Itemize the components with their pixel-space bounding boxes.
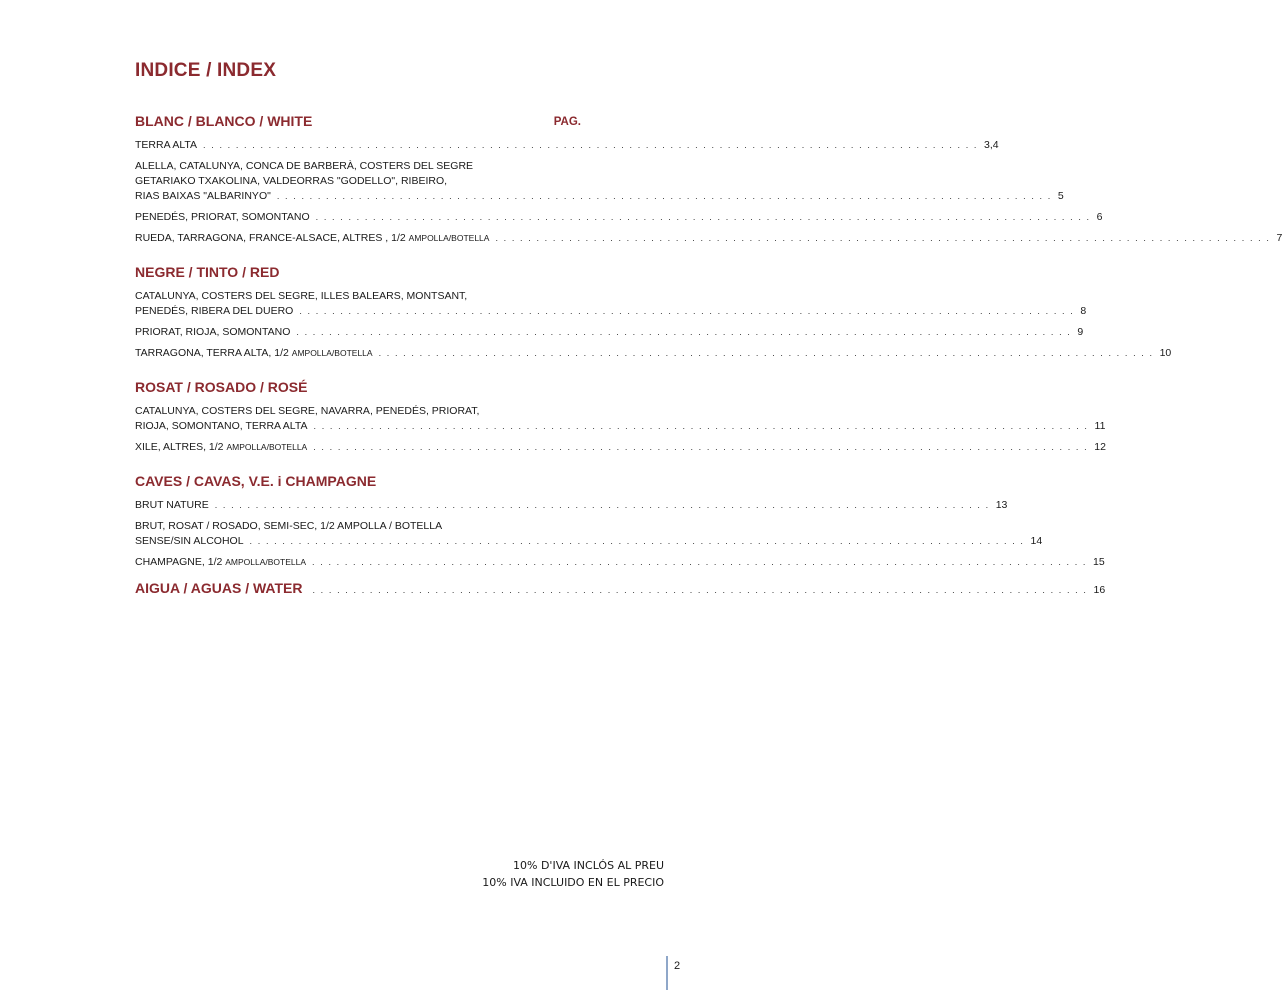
entry-text (135, 534, 244, 549)
entry-label-small: AMPOLLA/BOTELLA (408, 233, 490, 243)
tax-notes (482, 857, 664, 891)
entry-text-line: GETARIAKO TXAKOLINA, VALDEORRAS "GODELLO", RIBEIRO, (135, 175, 448, 187)
section-title-rose: ROSAT / ROSADO / ROSÉ (135, 379, 308, 395)
page-ref: 7 (1276, 232, 1282, 244)
entry-text (135, 346, 373, 361)
dot-leader: . . . . . . . . . . . . . . . . . . . . . . . . . . . . . . . . . . . . . . . . . . . . . . . . . . . . . . . . . . . . . . . . . . . . . . . . . . . . . . . . . . . . . . . . . . . . . . . (276, 191, 1052, 201)
section-title-water: AIGUA / AGUAS / WATER (135, 580, 303, 596)
entry-text (135, 210, 310, 225)
dot-leader: . . . . . . . . . . . . . . . . . . . . . . . . . . . . . . . . . . . . . . . . . . . . . . . . . . . . . . . . . . . . . . . . . . . . . . . . . . . . . . . . . . . . . . . . . . . . . . . (312, 557, 1088, 567)
index-entry (135, 498, 1008, 513)
page-number-bar (666, 956, 668, 990)
page-ref: 16 (1093, 584, 1106, 596)
entry-text (135, 189, 271, 204)
entry-label: XILE, ALTRES, 1/2 (135, 441, 227, 453)
dot-leader: . . . . . . . . . . . . . . . . . . . . . . . . . . . . . . . . . . . . . . . . . . . . . . . . . . . . . . . . . . . . . . . . . . . . . . . . . . . . . . . . . . . . . . . . . . . . . . . (495, 233, 1271, 243)
entry-label: BRUT NATURE (135, 499, 209, 511)
section-entries-red (135, 289, 1172, 361)
dot-leader: . . . . . . . . . . . . . . . . . . . . . . . . . . . . . . . . . . . . . . . . . . . . . . . . . . . . . . . . . . . . . . . . . . . . . . . . . . . . . . . . . . . . . . . . . . . . . . . (315, 212, 1091, 222)
entry-text (135, 138, 197, 153)
dot-leader: . . . . . . . . . . . . . . . . . . . . . . . . . . . . . . . . . . . . . . . . . . . . . . . . . . . . . . . . . . . . . . . . . . . . . . . . . . . . . . . . . . . . . . . . . . . . . . . (299, 306, 1075, 316)
entry-text-line: ALELLA, CATALUNYA, CONCA DE BARBERÀ, COSTERS DEL SEGRE (135, 160, 474, 172)
section-title-red: NEGRE / TINTO / RED (135, 264, 280, 280)
section-header-rose (135, 379, 581, 401)
index-entry (135, 138, 999, 153)
entry-text-line: CATALUNYA, COSTERS DEL SEGRE, ILLES BALEARS, MONTSANT, (135, 290, 468, 302)
page-ref: 10 (1159, 347, 1172, 359)
page-ref: 6 (1096, 211, 1103, 223)
dot-leader: . . . . . . . . . . . . . . . . . . . . . . . . . . . . . . . . . . . . . . . . . . . . . . . . . . . . . . . . . . . . . . . . . . . . . . . . . . . . . . . . . . . . . . . . . . . . . . . (378, 348, 1154, 358)
page-ref: 12 (1094, 441, 1106, 453)
entry-label-small: AMPOLLA/BOTELLA (225, 557, 307, 567)
tax-note-spanish: 10% IVA INCLUIDO EN EL PRECIO (482, 876, 664, 889)
page-ref: 5 (1057, 190, 1064, 202)
index-entry (135, 440, 1106, 455)
entry-text (135, 498, 209, 513)
page-ref: 11 (1094, 420, 1106, 432)
page-ref: 13 (995, 499, 1008, 511)
entry-label: TERRA ALTA (135, 139, 198, 151)
section-entries-white (135, 138, 1282, 246)
page-ref: 3,4 (984, 139, 999, 151)
index-entry (135, 555, 1105, 570)
entry-label-small: AMPOLLA/BOTELLA (291, 348, 373, 358)
index-entry-water (135, 580, 1106, 596)
index-entry (135, 231, 1282, 246)
page-number: 2 (674, 960, 681, 972)
index-entry (135, 519, 1043, 549)
dot-leader: . . . . . . . . . . . . . . . . . . . . . . . . . . . . . . . . . . . . . . . . . . . . . . . . . . . . . . . . . . . . . . . . . . . . . . . . . . . . . . . . . . . . . . . . . . . . . . . (312, 585, 1088, 595)
entry-text-line: CATALUNYA, COSTERS DEL SEGRE, NAVARRA, PENEDÉS, PRIORAT, (135, 405, 480, 417)
entry-label: PENEDÉS, RIBERA DEL DUERO (135, 305, 294, 317)
entry-text (135, 419, 308, 434)
dot-leader: . . . . . . . . . . . . . . . . . . . . . . . . . . . . . . . . . . . . . . . . . . . . . . . . . . . . . . . . . . . . . . . . . . . . . . . . . . . . . . . . . . . . . . . . . . . . . . . (249, 536, 1025, 546)
section-header-sparkling (135, 473, 581, 495)
page-ref: 9 (1077, 326, 1084, 338)
index-entry (135, 325, 1084, 340)
entry-label: PENEDÉS, PRIORAT, SOMONTANO (135, 211, 310, 223)
page-ref: 15 (1093, 556, 1105, 568)
section-entries-rose (135, 404, 1106, 455)
entry-text (135, 325, 290, 340)
section-title-white: BLANC / BLANCO / WHITE (135, 113, 313, 129)
entry-text (135, 304, 293, 319)
page-title: INDICE / INDEX (135, 60, 277, 81)
entry-text (135, 231, 489, 246)
dot-leader: . . . . . . . . . . . . . . . . . . . . . . . . . . . . . . . . . . . . . . . . . . . . . . . . . . . . . . . . . . . . . . . . . . . . . . . . . . . . . . . . . . . . . . . . . . . . . . . (313, 421, 1089, 431)
entry-label: SENSE/SIN ALCOHOL (135, 535, 244, 547)
section-header-red (135, 264, 581, 286)
entry-label: CHAMPAGNE, 1/2 (135, 556, 226, 568)
entry-label: RIAS BAIXAS "ALBARINYO" (135, 190, 271, 202)
page-ref: 8 (1080, 305, 1087, 317)
entry-label: TARRAGONA, TERRA ALTA, 1/2 (135, 347, 292, 359)
section-entries-sparkling (135, 498, 1105, 570)
index-content (135, 113, 1282, 596)
entry-text (135, 555, 306, 570)
index-entry (135, 159, 1064, 204)
section-header-white (135, 113, 581, 135)
dot-leader: . . . . . . . . . . . . . . . . . . . . . . . . . . . . . . . . . . . . . . . . . . . . . . . . . . . . . . . . . . . . . . . . . . . . . . . . . . . . . . . . . . . . . . . . . . . . . . . (214, 500, 990, 510)
page-column-label: PAG. (553, 116, 581, 128)
dot-leader: . . . . . . . . . . . . . . . . . . . . . . . . . . . . . . . . . . . . . . . . . . . . . . . . . . . . . . . . . . . . . . . . . . . . . . . . . . . . . . . . . . . . . . . . . . . . . . . (313, 442, 1089, 452)
page-ref: 14 (1030, 535, 1043, 547)
index-entry (135, 289, 1087, 319)
index-entry (135, 404, 1106, 434)
entry-label: RIOJA, SOMONTANO, TERRA ALTA (135, 420, 308, 432)
dot-leader: . . . . . . . . . . . . . . . . . . . . . . . . . . . . . . . . . . . . . . . . . . . . . . . . . . . . . . . . . . . . . . . . . . . . . . . . . . . . . . . . . . . . . . . . . . . . . . . (203, 140, 979, 150)
entry-label-small: AMPOLLA/BOTELLA (226, 442, 308, 452)
index-entry (135, 210, 1103, 225)
entry-text (135, 440, 307, 455)
index-entry (135, 346, 1172, 361)
tax-note-catalan: 10% D'IVA INCLÓS AL PREU (513, 859, 664, 872)
entry-label: PRIORAT, RIOJA, SOMONTANO (135, 326, 291, 338)
section-title-sparkling: CAVES / CAVAS, V.E. i CHAMPAGNE (135, 473, 377, 489)
dot-leader: . . . . . . . . . . . . . . . . . . . . . . . . . . . . . . . . . . . . . . . . . . . . . . . . . . . . . . . . . . . . . . . . . . . . . . . . . . . . . . . . . . . . . . . . . . . . . . . (296, 327, 1072, 337)
entry-label: RUEDA, TARRAGONA, FRANCE-ALSACE, ALTRES , 1/2 (135, 232, 409, 244)
entry-text-line: BRUT, ROSAT / ROSADO, SEMI-SEC, 1/2 AMPOLLA / BOTELLA (135, 520, 443, 532)
